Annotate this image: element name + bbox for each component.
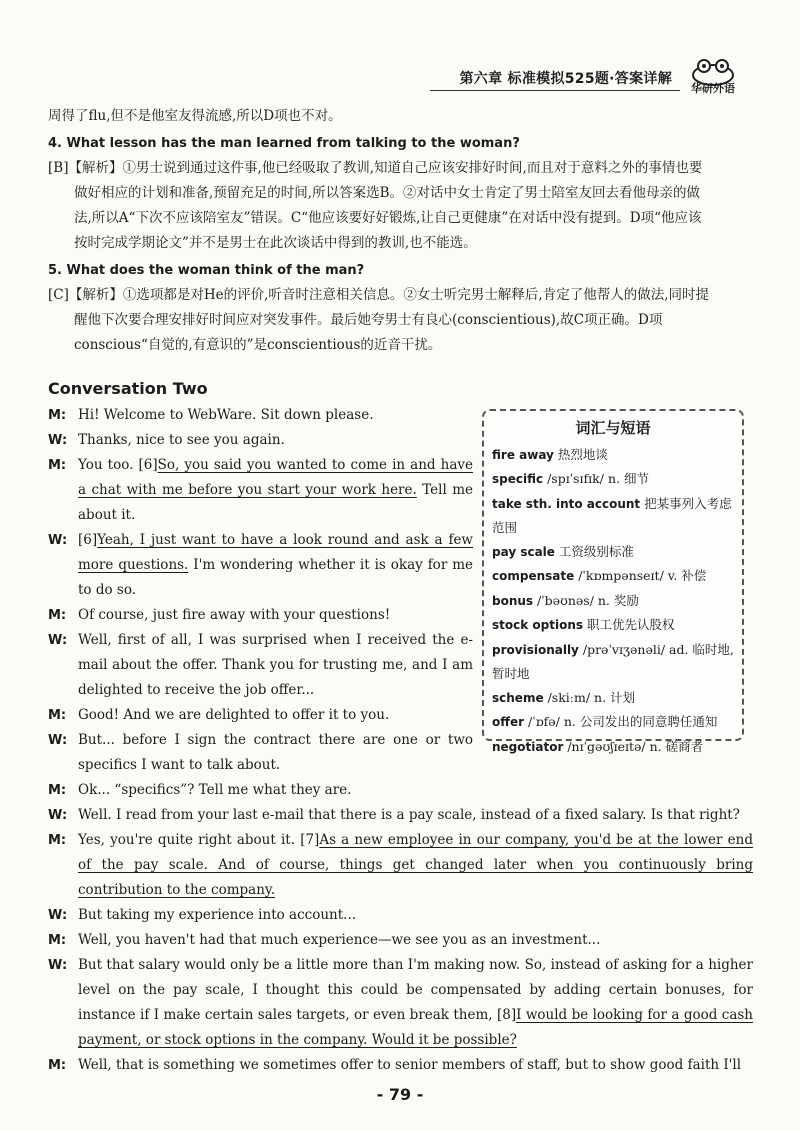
page-number: - 79 -	[376, 1085, 424, 1104]
underlined-answer-cue: Yeah, I just want to have a look round and ask a few more questions.	[78, 532, 473, 573]
vocab-definition: 热烈地谈	[553, 446, 608, 462]
speaker-label: W:	[48, 958, 68, 973]
dialogue-line	[48, 803, 753, 828]
speaker-label: M:	[48, 833, 67, 848]
vocab-word: pay scale	[492, 544, 555, 559]
vocab-word: bonus	[492, 593, 534, 608]
speaker-label: M:	[48, 708, 67, 723]
vocab-word: specific	[492, 472, 544, 486]
utterance-text: Well, you haven't had that much experience—we see you as an investment...	[78, 932, 601, 948]
dialogue-line	[48, 1053, 753, 1078]
utterance	[78, 628, 473, 703]
utterance	[78, 528, 473, 603]
vocab-item	[492, 492, 734, 540]
page-header	[430, 58, 760, 98]
utterance	[78, 1053, 753, 1078]
vocab-list	[492, 443, 734, 760]
vocab-word: take sth. into account	[492, 496, 641, 511]
utterance-text: But... before I sign the contract there are one or two specifics I want to talk about.	[78, 732, 473, 773]
utterance-text: Hi! Welcome to WebWare. Sit down please.	[78, 407, 374, 423]
dialogue-line	[48, 928, 753, 953]
utterance	[78, 703, 473, 728]
speaker-label: M:	[48, 1058, 67, 1073]
vocab-title: 词汇与短语	[575, 419, 651, 437]
speaker-label: M:	[48, 408, 67, 423]
explanation-line: 法,所以A“下次不应该陪室友”错误。C“他应该要好好锻炼,让自己更健康”在对话中没有提到。D项“他应该	[74, 210, 702, 226]
utterance-text: Well, first of all, I was surprised when I received the e-mail about the offer. Thank you for trusting me, and I am delighted to receive the job offer...	[78, 632, 473, 698]
vocab-word: offer	[492, 715, 525, 729]
answer-explanation	[48, 156, 753, 256]
vocab-item	[492, 686, 734, 711]
utterance-text: Well, that is something we sometimes offer to senior members of staff, but to show good faith I'll	[78, 1057, 742, 1073]
utterance-text: Tell me about it.	[78, 482, 473, 523]
vocab-item	[492, 589, 734, 614]
utterance-text: Ok... “specifics”? Tell me what they are.	[78, 782, 352, 798]
vocab-item	[492, 540, 734, 565]
vocab-word: stock options	[492, 618, 584, 632]
utterance-text: You too. [6]	[78, 457, 158, 473]
underlined-answer-cue: So, you said you wanted to come in and have a chat with me before you start your work here.	[78, 457, 473, 498]
utterance-text: Of course, just fire away with your questions!	[78, 607, 391, 623]
vocab-item	[492, 710, 734, 735]
intro-line: 周得了flu,但不是他室友得流感,所以D项也不对。	[48, 108, 342, 124]
question-4: 4. What lesson has the man learned from talking to the woman?	[48, 136, 520, 151]
explanation-line: 做好相应的计划和准备,预留充足的时间,所以答案选B。②对话中女士肯定了男士陪室友回去看他母亲的做	[74, 185, 701, 201]
speaker-label: W:	[48, 633, 68, 648]
conversation-title: Conversation Two	[48, 379, 208, 398]
chapter-title: 第六章 标准模拟525题·答案详解	[459, 71, 672, 87]
logo-text: 华研外语	[691, 82, 735, 95]
vocab-word: negotiator	[492, 739, 564, 754]
vocab-item	[492, 443, 734, 468]
dialogue-line	[48, 903, 753, 928]
speaker-label: W:	[48, 733, 68, 748]
speaker-label: W:	[48, 808, 68, 823]
utterance-text: But taking my experience into account...	[78, 907, 357, 923]
utterance	[78, 803, 753, 828]
vocab-box	[482, 409, 744, 754]
speaker-label: M:	[48, 933, 67, 948]
utterance-text: Thanks, nice to see you again.	[78, 432, 285, 448]
utterance	[78, 778, 753, 803]
utterance	[78, 453, 473, 528]
utterance	[78, 828, 753, 903]
answer-explanation	[48, 283, 753, 358]
answer-explanations	[48, 131, 753, 358]
underlined-answer-cue: I would be looking for a good cash payment, or stock options in the company. Would it be possible?	[78, 1007, 753, 1048]
vocab-definition: 工资级别标准	[554, 543, 634, 559]
utterance	[78, 953, 753, 1053]
vocab-item	[492, 735, 734, 760]
explanation-line: 按时完成学期论文”并不是男士在此次谈话中得到的教训,也不能选。	[74, 235, 477, 251]
utterance-text: I'm wondering whether it is okay for me to do so.	[78, 557, 474, 598]
vocab-definition: /prəˈvɪʒənəli/ ad. 临时地,暂时地	[492, 641, 734, 681]
header-rule	[430, 90, 680, 91]
utterance	[78, 903, 753, 928]
question-5: 5. What does the woman think of the man?	[48, 263, 365, 278]
utterance	[78, 728, 473, 778]
utterance	[78, 603, 473, 628]
utterance	[78, 428, 473, 453]
vocab-word: scheme	[492, 690, 544, 705]
speaker-label: W:	[48, 908, 68, 923]
utterance-text: [6]	[78, 532, 98, 548]
utterance-text: Good! And we are delighted to offer it to you.	[78, 707, 390, 723]
speaker-label: M:	[48, 783, 67, 798]
explanation-line: [B]【解析】①男士说到通过这件事,他已经吸取了教训,知道自己应该安排好时间,而且对于意料之外的事情也要	[48, 160, 703, 176]
speaker-label: W:	[48, 533, 68, 548]
speaker-label: M:	[48, 458, 67, 473]
vocab-word: compensate	[492, 569, 575, 583]
utterance-text: But that salary would only be a little more than I'm making now. So, instead of asking for a higher level on the pay scale, I thought this could be compensated by adding certain bonuses, for instance if I make certain sales targets, or even break them, [8]	[78, 957, 753, 1023]
vocab-word: provisionally	[492, 642, 579, 657]
vocab-definition: /ˈkɒmpənseɪt/ v. 补偿	[574, 568, 707, 583]
vocab-definition: 职工优先认股权	[583, 617, 675, 632]
explanation-line: [C]【解析】①选项都是对He的评价,听音时注意相关信息。②女士听完男士解释后,肯定了他帮人的做法,同时提	[48, 287, 709, 303]
dialogue-line	[48, 778, 753, 803]
dialogue-line	[48, 828, 753, 903]
vocab-definition: /spɪˈsɪfɪk/ n. 细节	[543, 471, 649, 486]
utterance-text: Yes, you're quite right about it. [7]	[78, 832, 320, 848]
speaker-label: M:	[48, 608, 67, 623]
vocab-definition: /skiːm/ n. 计划	[543, 689, 636, 705]
vocab-definition: /ˈbəʊnəs/ n. 奖励	[533, 592, 639, 608]
vocab-definition: /ˈɒfə/ n. 公司发出的同意聘任通知	[524, 714, 718, 729]
utterance	[78, 403, 473, 428]
vocab-item	[492, 638, 734, 686]
utterance-text: Well. I read from your last e-mail that there is a pay scale, instead of a fixed salary. Is that right?	[78, 807, 740, 823]
speaker-label: W:	[48, 433, 68, 448]
explanation-line: conscious“自觉的,有意识的”是conscientious的近音干扰。	[74, 337, 442, 353]
vocab-item	[492, 467, 734, 492]
vocab-item	[492, 613, 734, 638]
underlined-answer-cue: As a new employee in our company, you'd be at the lower end of the pay scale. And of course, things get changed later when you continuously bring contribution to the company.	[78, 832, 753, 898]
utterance	[78, 928, 753, 953]
dialogue-line	[48, 953, 753, 1053]
vocab-item	[492, 564, 734, 589]
vocab-definition: 把某事列入考虑范围	[492, 495, 732, 535]
vocab-definition: /nɪˈgəʊʃɪeɪtə/ n. 磋商者	[563, 738, 704, 754]
publisher-logo	[686, 58, 740, 98]
vocab-word: fire away	[492, 447, 554, 462]
explanation-line: 醒他下次要合理安排好时间应对突发事件。最后她夸男士有良心(conscientious),故C项正确。D项	[74, 312, 663, 328]
